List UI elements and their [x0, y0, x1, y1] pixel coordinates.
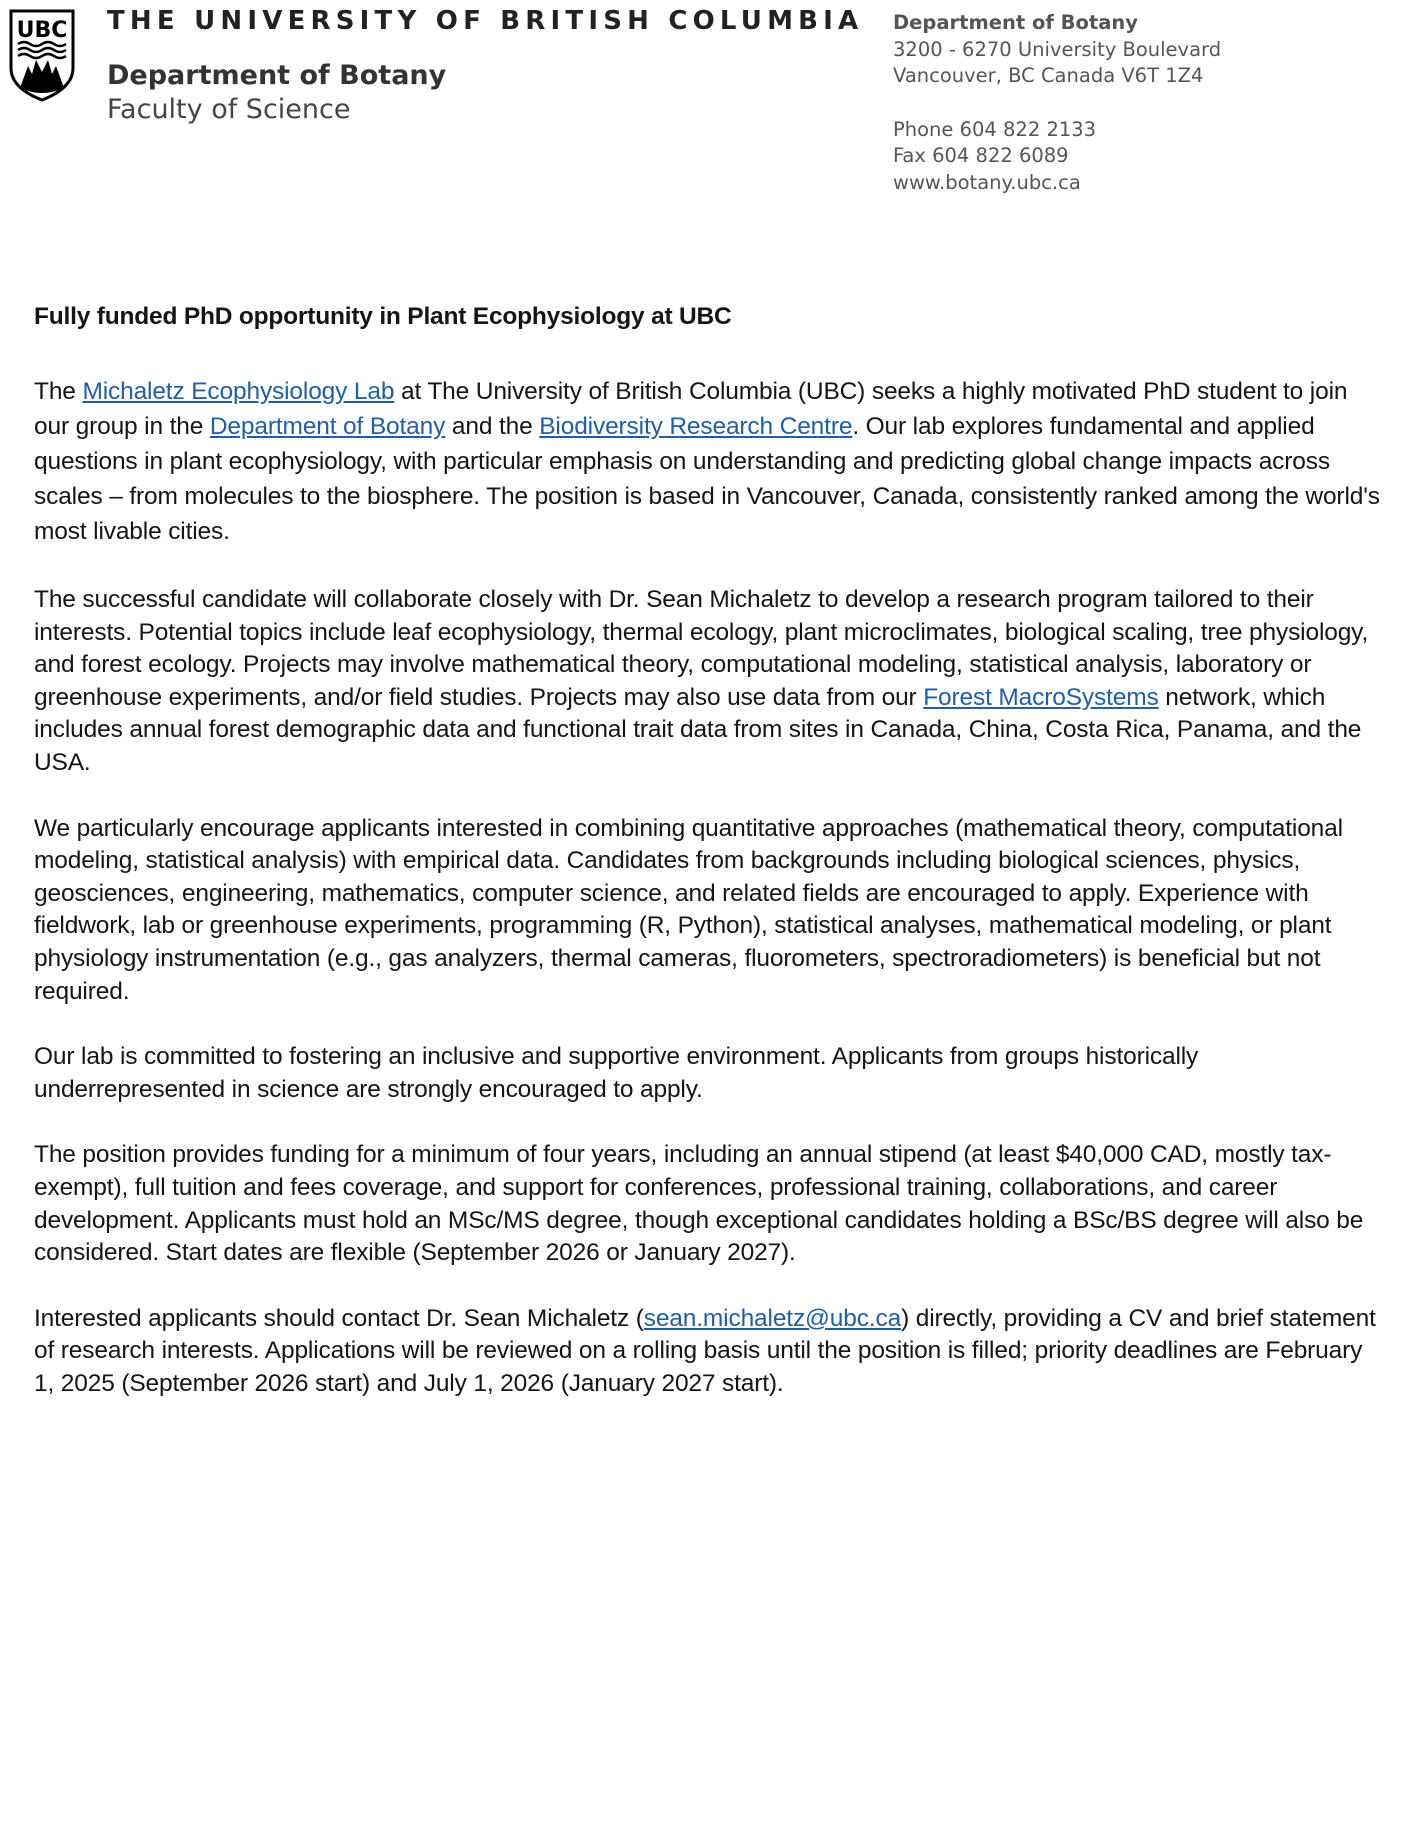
text: and the [445, 413, 540, 440]
document-body [34, 300, 1384, 1433]
text: Interested applicants should contact Dr. Sean Michaletz ( [34, 1304, 644, 1332]
text: ) directly, providing a CV and brief statement of research interests. Applications will be reviewed on a rolling basis until the position is filled; priority deadlines are February 1, 2025 (September 2026 start) and July 1, 2026 (January 2027 start). [34, 1304, 1376, 1397]
link-forest-macrosystems[interactable]: Forest MacroSystems [923, 683, 1159, 711]
link-michaletz-lab[interactable]: Michaletz Ecophysiology Lab [82, 378, 395, 405]
link-biodiversity-research-centre[interactable]: Biodiversity Research Centre [539, 413, 853, 440]
university-name: THE UNIVERSITY OF BRITISH COLUMBIA [107, 6, 864, 36]
address-phone: Phone 604 822 2133 [893, 117, 1097, 141]
email-link[interactable]: sean.michaletz@ubc.ca [643, 1304, 902, 1332]
link-department-of-botany[interactable]: Department of Botany [209, 413, 446, 440]
address-street: 3200 - 6270 University Boulevard [893, 37, 1222, 61]
svg-text:UBC: UBC [16, 18, 68, 43]
paragraph-contact [34, 1303, 1384, 1401]
ubc-logo-icon [8, 8, 76, 102]
text: The successful candidate will collaborate closely with Dr. Sean Michaletz to develop a research program tailored to their interests. Potential topics include leaf ecophysiology, thermal ecology, plant microclimates, biological scaling, tree physiology, and forest ecology. Projects may involve mathematical theory, computational modeling, statistical analysis, laboratory or greenhouse experiments, and/or field studies. Projects may also use data from our [34, 586, 1369, 711]
address-department: Department of Botany [893, 11, 1139, 34]
paragraph-research [34, 584, 1384, 780]
paragraph-inclusion: Our lab is committed to fostering an inclusive and supportive environment. Applicants from groups historically underrepresented in science are strongly encouraged to apply. [34, 1043, 1199, 1103]
paragraph-applicants: We particularly encourage applicants interested in combining quantitative approaches (mathematical theory, computational modeling, statistical analysis) with empirical data. Candidates from backgrounds including biological sciences, physics, geosciences, engineering, mathematics, computer science, and related fields are encouraged to apply. Experience with fieldwork, lab or greenhouse experiments, programming (R, Python), statistical analyses, mathematical modeling, or plant physiology instrumentation (e.g., gas analyzers, thermal cameras, fluorometers, spectroradiometers) is beneficial but not required. [34, 814, 1343, 1005]
faculty-name: Faculty of Science [107, 94, 351, 125]
address-block [893, 10, 1221, 196]
address-fax: Fax 604 822 6089 [893, 144, 1069, 167]
text: at The University of British Columbia (UBC) seeks a highly motivated PhD student to join our group in the [34, 378, 1348, 440]
document-title: Fully funded PhD opportunity in Plant Ecophysiology at UBC [34, 303, 732, 330]
text: . Our lab explores fundamental and applied questions in plant ecophysiology, with particular emphasis on understanding and predicting global change impacts across scales – from molecules to the biosphere. The position is based in Vancouver, Canada, consistently ranked among the world's most livable cities. [34, 413, 1380, 545]
address-city: Vancouver, BC Canada V6T 1Z4 [893, 64, 1204, 87]
paragraph-intro [34, 374, 1384, 549]
address-website: www.botany.ubc.ca [893, 170, 1081, 194]
department-name: Department of Botany [107, 60, 447, 91]
text: The [34, 378, 83, 405]
text: network, which includes annual forest demographic data and functional trait data from sites in Canada, China, Costa Rica, Panama, and the USA. [34, 683, 1362, 776]
paragraph-funding: The position provides funding for a minimum of four years, including an annual stipend (at least $40,000 CAD, mostly tax-exempt), full tuition and fees coverage, and support for conferences, professional training, collaborations, and career development. Applicants must hold an MSc/MS degree, though exceptional candidates holding a BSc/BS degree will also be considered. Start dates are flexible (September 2026 or January 2027). [34, 1141, 1364, 1267]
